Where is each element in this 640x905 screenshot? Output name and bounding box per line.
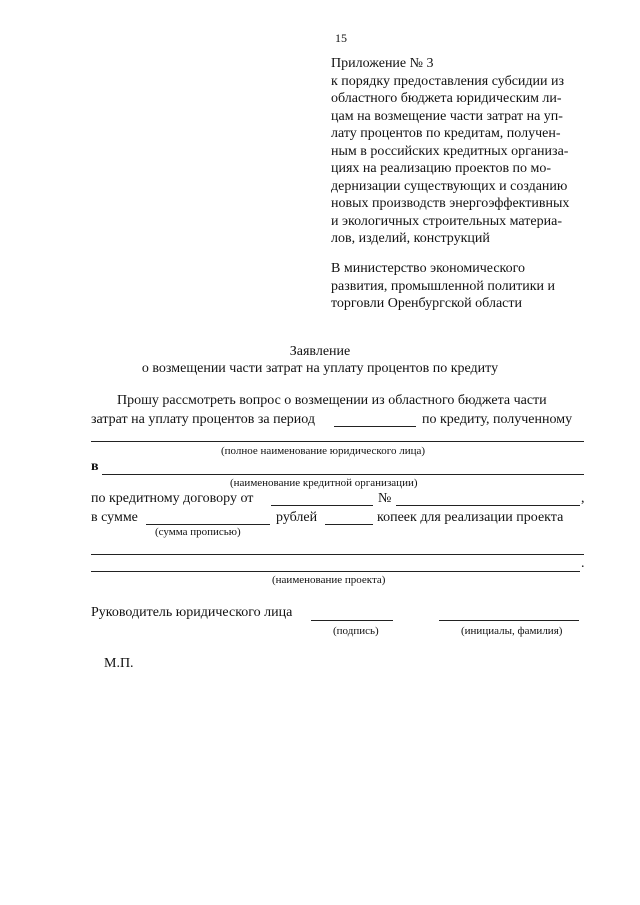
- appendix-line: лату процентов по кредитам, получен-: [331, 126, 561, 141]
- contract-label: по кредитному договору от: [91, 491, 254, 506]
- contract-number-field[interactable]: [396, 505, 580, 506]
- appendix-line: цам на возмещение части затрат на уп-: [331, 108, 563, 124]
- kopecks-field[interactable]: [325, 524, 373, 525]
- appendix-line: Приложение № 3: [331, 56, 434, 71]
- project-name-field-1[interactable]: [91, 554, 584, 555]
- contract-comma: ,: [581, 491, 585, 506]
- sum-words-caption: (сумма прописью): [155, 526, 241, 538]
- project-name-field-2[interactable]: [91, 571, 580, 572]
- project-name-caption: (наименование проекта): [272, 574, 386, 586]
- sum-label: в сумме: [91, 510, 138, 525]
- rubles-label: рублей: [276, 510, 318, 525]
- appendix-line: новых производств энергоэффективных: [331, 196, 570, 211]
- addressee-line: торговли Оренбургской области: [331, 296, 522, 311]
- bank-name-field[interactable]: [102, 474, 584, 475]
- addressee-line: развития, промышленной политики и: [331, 278, 556, 294]
- contract-number-label: №: [378, 491, 392, 506]
- initials-surname-caption: (инициалы, фамилия): [461, 625, 563, 637]
- sum-words-field[interactable]: [146, 524, 270, 525]
- bank-prefix: в: [91, 459, 99, 474]
- bank-name-caption: (наименование кредитной организации): [230, 477, 418, 489]
- signature-caption: (подпись): [333, 625, 379, 637]
- contract-date-field[interactable]: [271, 505, 373, 506]
- signature-field[interactable]: [311, 620, 393, 621]
- request-text-line-1: Прошу рассмотреть вопрос о возмещении из областного бюджета части: [117, 393, 547, 408]
- appendix-block: [331, 55, 569, 248]
- head-label: Руководитель юридического лица: [91, 605, 293, 620]
- stamp-place-label: М.П.: [104, 656, 134, 671]
- appendix-line: лов, изделий, конструкций: [331, 231, 490, 246]
- addressee-line: В министерство экономического: [331, 261, 526, 276]
- appendix-line: циях на реализацию проектов по мо-: [331, 161, 552, 176]
- appendix-line: и экологичных строительных материа-: [331, 213, 562, 229]
- company-name-caption: (полное наименование юридического лица): [221, 445, 426, 457]
- page-number: 15: [335, 31, 347, 45]
- appendix-line: дернизации существующих и созданию: [331, 178, 568, 194]
- addressee-block: [331, 260, 555, 313]
- request-text-line-2b: по кредиту, полученному: [422, 412, 573, 427]
- initials-surname-field[interactable]: [439, 620, 579, 621]
- company-name-field[interactable]: [91, 441, 584, 442]
- project-period: .: [581, 556, 585, 571]
- appendix-line: ным в российских кредитных организа-: [331, 143, 569, 159]
- period-field[interactable]: [334, 426, 416, 427]
- appendix-line: к порядку предоставления субсидии из: [331, 73, 565, 89]
- kopecks-label: копеек для реализации проекта: [377, 510, 564, 525]
- request-text-line-2a: затрат на уплату процентов за период: [91, 412, 316, 427]
- appendix-line: областного бюджета юридическим ли-: [331, 91, 562, 106]
- document-subtitle: о возмещении части затрат на уплату процентов по кредиту: [141, 361, 499, 376]
- document-title: Заявление: [289, 344, 351, 359]
